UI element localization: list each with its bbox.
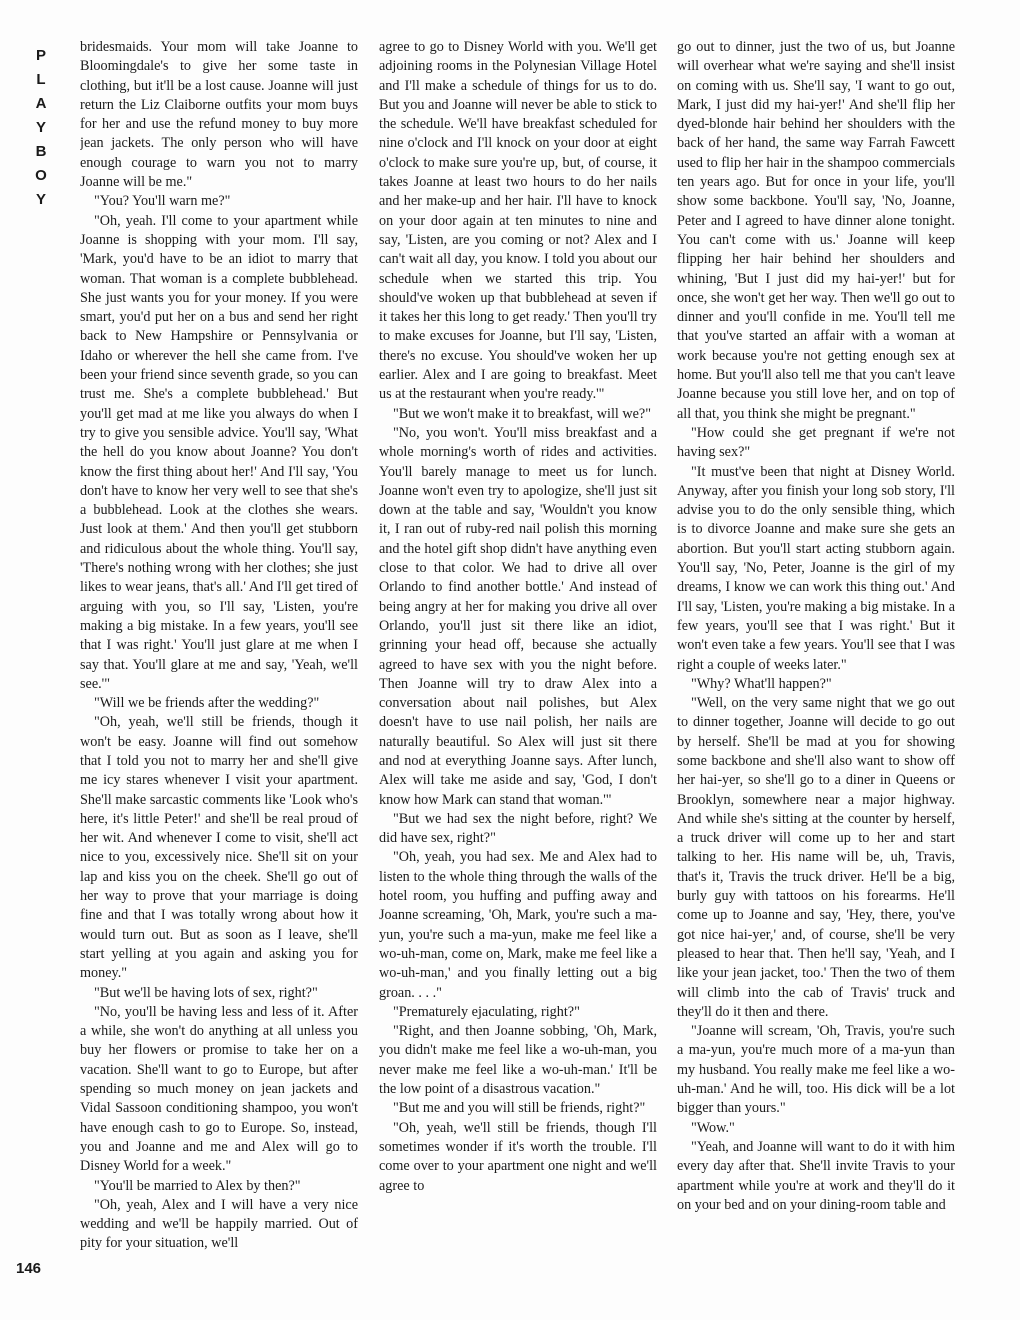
body-paragraph: "Prematurely ejaculating, right?" [393,1003,580,1020]
masthead-letter: P [35,47,46,64]
body-paragraph: "Oh, yeah, we'll still be friends, though I'll sometimes wonder if it's worth the trouble. I'll come over to your apartment one night and we'll agree to [379,1119,657,1194]
body-paragraph: "No, you won't. You'll miss breakfast and a whole morning's worth of rides and activities. You'll barely manage to meet us for lunch. Joanne won't even try to apologize, she'll just sit down at the table and say, 'Wouldn't you know it, I ran out of ruby-red nail polish this morning and the hotel gift shop didn't have anything even close to that color. We had to drive all over Orlando to find another bottle.' And instead of being angry at her for making you drive all over Orlando, you'll just sit there like an idiot, grinning your head off, because she actually agreed to have sex with you the night before. Then Joanne will try to draw Alex into a conversation about nail polishes, but Alex doesn't have to use nail polish, her nails are naturally beautiful. So Alex will just sit there and nod at everything Joanne says. After lunch, Alex will take me aside and say, 'God, I don't know how Mark can stand that woman.'" [379,424,657,808]
body-paragraph: "It must've been that night at Disney World. Anyway, after you finish your long sob story, I'll advise you to do the only sensible thing, which is to divorce Joanne and make sure she gets an abortion. But you'll start acting stubborn again. You'll say, 'No, Peter, Joanne is the girl of my dreams, I know we can work this thing out.' And I'll say, 'Listen, you're making a big mistake. In a few years, you'll see that I was right.' But it won't even take a few years. You'll see that I was right a couple of weeks later." [677,463,955,673]
body-paragraph: "Well, on the very same night that we go out to dinner together, Joanne will decide to go out by herself. She'll be mad at you for showing some backbone and she'll also want to show off her hai-yer, so she'll go to a diner in Queens or Brooklyn, somewhere near a major highway. And while she's sitting at the counter by herself, a truck driver will come up to her and start talking to her. His name will be, uh, Travis, that's it, Travis the truck driver. He'll be a big, burly guy with tattoos on his forearms. He'll come up to Joanne and say, 'Hey, there, you've got nice hai-yer,' and, of course, she'll be very pleased to hear that. Then he'll say, 'Yeah, and I like your jean jacket, too.' Then the two of them will climb into the cab of Travis' truck and they'll do it then and there. [677,695,955,1020]
body-paragraph: "Right, and then Joanne sobbing, 'Oh, Mark, you didn't make me feel like a wo-uh-man, you never make me feel like a wo-uh-man.' It'll be the low point of a disastrous vacation." [379,1023,657,1098]
body-paragraph: "Will we be friends after the wedding?" [94,695,320,712]
text-column-3 [677,38,955,1304]
body-paragraph: bridesmaids. Your mom will take Joanne to Bloomingdale's to give her some taste in clothing, but it'll be a lost cause. Joanne will just return the Liz Claiborne outfits your mom buys for her and use the refund money to buy more jean jackets. The only person who will have enough courage to warn you not to marry Joanne will be me." [80,39,358,191]
masthead-letter: Y [35,119,46,136]
body-paragraph: go out to dinner, just the two of us, but Joanne will overhear what we're saying and she'll insist on coming with us. She'll say, 'I want to go out, Mark, I just did my hai-yer!' And she'll flip her dyed-blonde hair behind her shoulders with the back of her hand, the same way Farrah Fawcett used to flip her hair in the shampoo commercials ten years ago. But for once in your life, you'll show some backbone. You'll say, 'No, Joanne, Peter and I agreed to have dinner alone tonight. You can't come with us.' Joanne will keep flipping her hair behind her shoulders and whining, 'But I just did my hai-yer!' but for once, she won't get her way. Then we'll go out to dinner and you'll confide in me. You'll tell me that you've started an affair with a woman at work because you're not getting enough sex at home. But you'll also tell me that you can't leave Joanne because you still love her, and on top of all that, you think she might be pregnant." [677,39,955,422]
body-paragraph: "But we won't make it to breakfast, will we?" [393,405,652,422]
body-paragraph: "Wow." [691,1119,735,1136]
body-paragraph: "No, you'll be having less and less of it. After a while, she won't do anything at all unless you buy her flowers or promise to take her on a vacation. She'll want to go to Europe, but after spending so much money on jean jackets and Vidal Sassoon conditioning shampoo, you won't have enough cash to go to Europe. So, instead, you and Joanne and me and Alex will go to Disney World for a week." [80,1003,358,1175]
body-paragraph: "Joanne will scream, 'Oh, Travis, you're such a ma-yun, you're much more of a ma-yun than my husband. You really make me feel like a wo-uh-man.' And he will, too. His dick will be a lot bigger than yours." [677,1023,955,1117]
text-column-2 [379,38,657,1304]
masthead-letter: L [36,71,46,88]
masthead-letter: B [35,143,47,160]
body-paragraph: "But me and you will still be friends, right?" [393,1100,646,1117]
body-paragraph: "Oh, yeah. I'll come to your apartment while Joanne is shopping with your mom. I'll say, 'Mark, you'd have to be an idiot to marry that woman. That woman is a complete bubblehead. She just wants you for your money. If you were smart, you'd put her on a bus and send her right back to New Hampshire or Pennsylvania or Idaho or wherever the hell she came from. I've been your friend since seventh grade, so you can trust me. She's a complete bubblehead.' But you'll get mad at me like you always do when I try to give you sensible advice. You'll say, 'What the hell do you know about Joanne? You don't know the first thing about her!' And I'll say, 'You don't have to know her very well to see that she's a bubblehead. Look at the clothes she wears. Just look at them.' And then you'll get stubborn and ridiculous about the whole thing. You'll say, 'There's nothing wrong with her clothes; she just likes to wear jeans, that's all.' And I'll get tired of arguing with you, so I'll say, 'Listen, you're making a big mistake. In a few years, you'll see that I was right.' You'll just glare at me when I say that. You'll glare at me and say, 'Yeah, we'll see.'" [80,212,358,692]
body-paragraph: "How could she get pregnant if we're not having sex?" [677,424,955,461]
body-paragraph: "You'll be married to Alex by then?" [94,1177,301,1194]
masthead-letter: Y [35,191,46,208]
body-paragraph: "Oh, yeah, we'll still be friends, though it won't be easy. Joanne will find out somehow that I told you not to marry her and she'll give me icy stares whenever I visit your apartment. She'll make sarcastic comments like 'Look who's here, it's little Peter!' and she'll be real proud of her wit. And whenever I come to visit, she'll act nice to you, excessively nice. She'll sit on your lap and kiss you on the cheek. She'll go out of her way to prove that your marriage is doing fine and that I was totally wrong about how it would turn out. But as soon as I leave, she'll start yelling at you again and asking you for money." [80,714,358,982]
page-number: 146 [16,1260,42,1277]
body-paragraph: "Yeah, and Joanne will want to do it with him every day after that. She'll invite Travis to your apartment while you're at work and they'll do it on your bed and on your dining-room table and [677,1138,955,1213]
body-paragraph: "But we'll be having lots of sex, right?" [94,984,318,1001]
masthead-letter: O [35,167,47,184]
body-paragraph: "Why? What'll happen?" [691,675,832,692]
body-paragraph: "But we had sex the night before, right? We did have sex, right?" [379,810,657,847]
masthead-letter: A [35,95,47,112]
body-paragraph: "Oh, yeah, you had sex. Me and Alex had to listen to the whole thing through the walls of the hotel room, you huffing and puffing away and Joanne screaming, 'Oh, Mark, you're such a ma-yun, you're such a ma-yun, make me feel like a wo-uh-man, come on, Mark, make me feel like a wo-uh-man,' and you finally letting out a big groan. . . ." [379,849,657,1001]
text-column-1 [80,38,358,1304]
body-paragraph: "Oh, yeah, Alex and I will have a very nice wedding and we'll be happily married. Out of pity for your situation, we'll [80,1196,358,1252]
magazine-masthead [26,44,56,212]
body-paragraph: "You? You'll warn me?" [94,193,231,210]
body-paragraph: agree to go to Disney World with you. We'll get adjoining rooms in the Polynesian Village Hotel and I'll make a schedule of things for us to do. But you and Joanne will never be able to stick to the schedule. We'll have breakfast scheduled for nine o'clock and I'll knock on your door at eight o'clock to make sure you're up, but, of course, it takes Joanne at least two hours to do her nails and her make-up and her hair. I'll have to knock on your door again at ten minutes to nine and say, 'Listen, are you coming or not? Alex and I can't wait all day, you know. I told you about our schedule when we started this trip. You should've woken up that bubblehead at seven if it takes her this long to get ready.' Then you'll try to make excuses for Joanne, but I'll say, 'Listen, there's no excuse. You should've woken her up earlier. Alex and I are going to breakfast. Meet us at the restaurant when you're ready.'" [379,39,657,403]
